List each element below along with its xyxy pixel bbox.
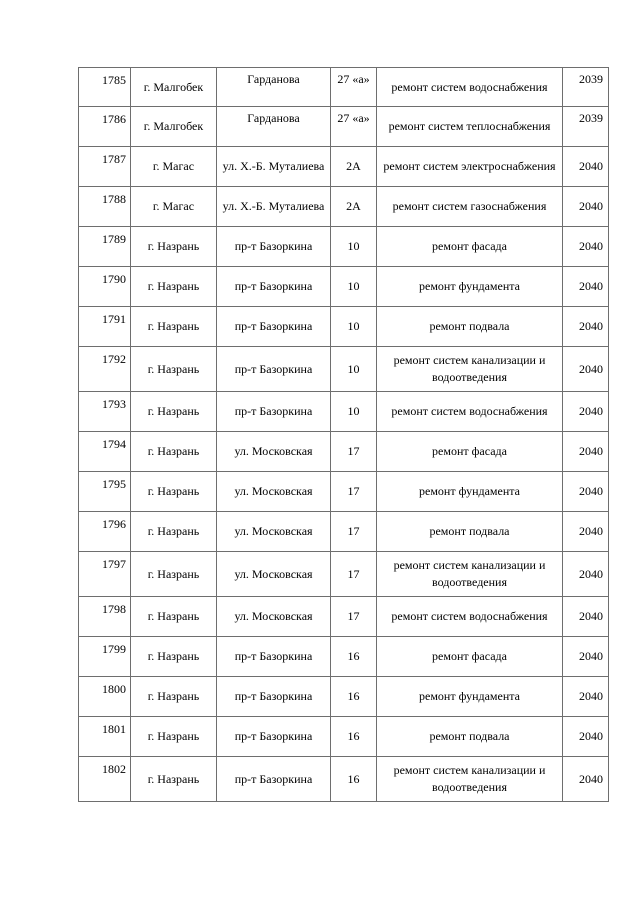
table-row [79, 637, 609, 677]
work-type-cell: ремонт систем водоснабжения [377, 68, 563, 107]
row-number-cell: 1801 [79, 717, 131, 757]
city-cell: г. Назрань [131, 227, 217, 267]
house-number-cell: 17 [331, 472, 377, 512]
table-row [79, 187, 609, 227]
year-cell: 2039 [563, 68, 609, 107]
table-row [79, 757, 609, 802]
table-row [79, 677, 609, 717]
house-number-cell: 10 [331, 392, 377, 432]
house-number-cell: 10 [331, 347, 377, 392]
year-cell: 2039 [563, 107, 609, 147]
work-type-cell: ремонт систем канализации и водоотведения [377, 757, 563, 802]
work-type-cell: ремонт фасада [377, 227, 563, 267]
year-cell: 2040 [563, 597, 609, 637]
street-cell: пр-т Базоркина [217, 227, 331, 267]
row-number-cell: 1788 [79, 187, 131, 227]
year-cell: 2040 [563, 717, 609, 757]
city-cell: г. Назрань [131, 677, 217, 717]
row-number-cell: 1792 [79, 347, 131, 392]
street-cell: Гарданова [217, 107, 331, 147]
city-cell: г. Назрань [131, 472, 217, 512]
city-cell: г. Назрань [131, 392, 217, 432]
work-type-cell: ремонт систем теплоснабжения [377, 107, 563, 147]
row-number-cell: 1786 [79, 107, 131, 147]
year-cell: 2040 [563, 432, 609, 472]
house-number-cell: 10 [331, 307, 377, 347]
street-cell: пр-т Базоркина [217, 307, 331, 347]
street-cell: пр-т Базоркина [217, 757, 331, 802]
year-cell: 2040 [563, 267, 609, 307]
year-cell: 2040 [563, 512, 609, 552]
house-number-cell: 17 [331, 512, 377, 552]
house-number-cell: 16 [331, 717, 377, 757]
street-cell: Гарданова [217, 68, 331, 107]
street-cell: ул. Х.-Б. Муталиева [217, 147, 331, 187]
table-body [79, 68, 609, 802]
city-cell: г. Назрань [131, 512, 217, 552]
table-row [79, 472, 609, 512]
table-row [79, 432, 609, 472]
row-number-cell: 1785 [79, 68, 131, 107]
city-cell: г. Назрань [131, 597, 217, 637]
table-row [79, 68, 609, 107]
city-cell: г. Назрань [131, 267, 217, 307]
row-number-cell: 1790 [79, 267, 131, 307]
table-row [79, 717, 609, 757]
year-cell: 2040 [563, 227, 609, 267]
city-cell: г. Магас [131, 147, 217, 187]
street-cell: пр-т Базоркина [217, 267, 331, 307]
table-row [79, 307, 609, 347]
table-row [79, 392, 609, 432]
street-cell: пр-т Базоркина [217, 637, 331, 677]
work-type-cell: ремонт подвала [377, 717, 563, 757]
row-number-cell: 1797 [79, 552, 131, 597]
row-number-cell: 1796 [79, 512, 131, 552]
work-type-cell: ремонт систем водоснабжения [377, 392, 563, 432]
city-cell: г. Назрань [131, 432, 217, 472]
house-number-cell: 17 [331, 432, 377, 472]
row-number-cell: 1793 [79, 392, 131, 432]
work-type-cell: ремонт фасада [377, 637, 563, 677]
work-type-cell: ремонт фундамента [377, 677, 563, 717]
year-cell: 2040 [563, 347, 609, 392]
city-cell: г. Назрань [131, 552, 217, 597]
work-type-cell: ремонт систем канализации и водоотведения [377, 347, 563, 392]
row-number-cell: 1795 [79, 472, 131, 512]
street-cell: ул. Х.-Б. Муталиева [217, 187, 331, 227]
year-cell: 2040 [563, 307, 609, 347]
house-number-cell: 2А [331, 187, 377, 227]
house-number-cell: 10 [331, 227, 377, 267]
city-cell: г. Назрань [131, 347, 217, 392]
year-cell: 2040 [563, 757, 609, 802]
house-number-cell: 27 «а» [331, 107, 377, 147]
street-cell: ул. Московская [217, 472, 331, 512]
work-type-cell: ремонт систем канализации и водоотведения [377, 552, 563, 597]
street-cell: пр-т Базоркина [217, 717, 331, 757]
city-cell: г. Назрань [131, 717, 217, 757]
work-type-cell: ремонт подвала [377, 512, 563, 552]
repair-schedule-table [78, 67, 609, 802]
work-type-cell: ремонт систем газоснабжения [377, 187, 563, 227]
house-number-cell: 10 [331, 267, 377, 307]
table-row [79, 597, 609, 637]
year-cell: 2040 [563, 552, 609, 597]
house-number-cell: 2А [331, 147, 377, 187]
row-number-cell: 1789 [79, 227, 131, 267]
work-type-cell: ремонт фундамента [377, 267, 563, 307]
table-row [79, 512, 609, 552]
work-type-cell: ремонт фундамента [377, 472, 563, 512]
city-cell: г. Магас [131, 187, 217, 227]
table-row [79, 267, 609, 307]
table-row [79, 107, 609, 147]
work-type-cell: ремонт фасада [377, 432, 563, 472]
row-number-cell: 1787 [79, 147, 131, 187]
row-number-cell: 1799 [79, 637, 131, 677]
street-cell: пр-т Базоркина [217, 347, 331, 392]
row-number-cell: 1798 [79, 597, 131, 637]
table-row [79, 227, 609, 267]
row-number-cell: 1794 [79, 432, 131, 472]
table-row [79, 147, 609, 187]
house-number-cell: 17 [331, 552, 377, 597]
work-type-cell: ремонт систем электроснабжения [377, 147, 563, 187]
street-cell: пр-т Базоркина [217, 392, 331, 432]
city-cell: г. Назрань [131, 637, 217, 677]
table-row [79, 347, 609, 392]
city-cell: г. Малгобек [131, 107, 217, 147]
street-cell: ул. Московская [217, 552, 331, 597]
row-number-cell: 1791 [79, 307, 131, 347]
city-cell: г. Назрань [131, 757, 217, 802]
street-cell: ул. Московская [217, 432, 331, 472]
house-number-cell: 16 [331, 677, 377, 717]
work-type-cell: ремонт систем водоснабжения [377, 597, 563, 637]
street-cell: ул. Московская [217, 512, 331, 552]
table-row [79, 552, 609, 597]
year-cell: 2040 [563, 637, 609, 677]
row-number-cell: 1800 [79, 677, 131, 717]
house-number-cell: 27 «а» [331, 68, 377, 107]
street-cell: пр-т Базоркина [217, 677, 331, 717]
city-cell: г. Малгобек [131, 68, 217, 107]
year-cell: 2040 [563, 472, 609, 512]
row-number-cell: 1802 [79, 757, 131, 802]
year-cell: 2040 [563, 392, 609, 432]
year-cell: 2040 [563, 187, 609, 227]
work-type-cell: ремонт подвала [377, 307, 563, 347]
year-cell: 2040 [563, 677, 609, 717]
house-number-cell: 16 [331, 757, 377, 802]
year-cell: 2040 [563, 147, 609, 187]
house-number-cell: 16 [331, 637, 377, 677]
street-cell: ул. Московская [217, 597, 331, 637]
house-number-cell: 17 [331, 597, 377, 637]
city-cell: г. Назрань [131, 307, 217, 347]
